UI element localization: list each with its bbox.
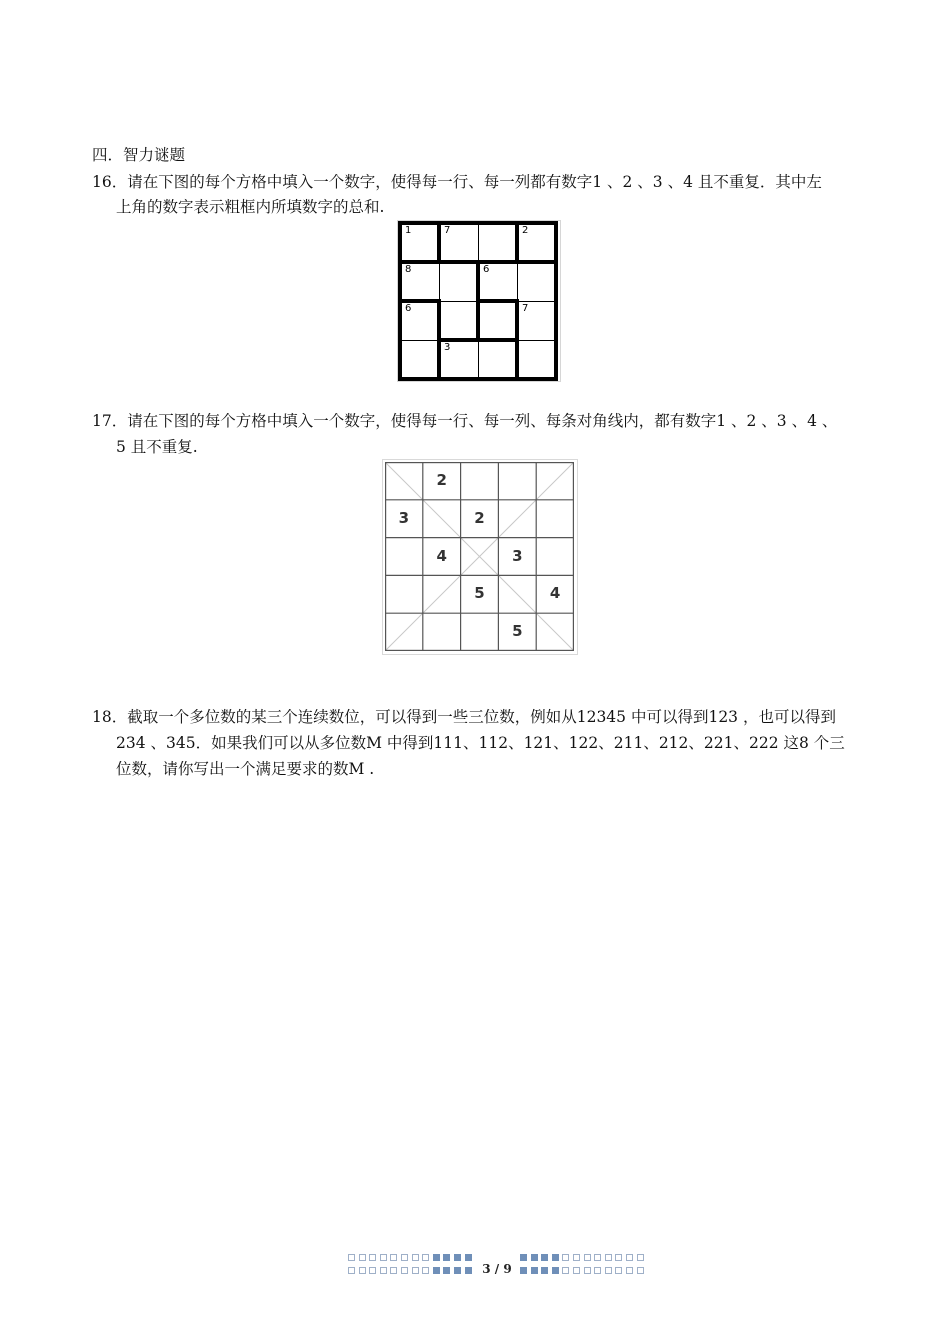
puzzle-16-thick-line	[476, 221, 519, 225]
footer-square-icon	[433, 1254, 440, 1261]
footer-square-icon	[541, 1254, 548, 1261]
footer-square-icon	[562, 1267, 569, 1274]
puzzle-16-cell	[400, 340, 439, 379]
puzzle-16-thick-line	[398, 260, 441, 264]
footer-square-icon	[615, 1254, 622, 1261]
puzzle-16-thick-line	[398, 299, 402, 342]
problem-18-line-1: 18．截取一个多位数的某三个连续数位，可以得到一些三位数，例如从12345 中可以得到123 ，也可以得到	[92, 708, 836, 726]
puzzle-17-given: 3	[398, 508, 410, 527]
footer-square-icon	[520, 1254, 527, 1261]
footer-square-icon	[573, 1254, 580, 1261]
puzzle-16-thick-line	[554, 260, 558, 303]
footer-square-icon	[412, 1267, 419, 1274]
puzzle-16-thick-line	[437, 299, 441, 342]
footer-square-icon	[359, 1254, 366, 1261]
footer-square-icon	[520, 1267, 527, 1274]
footer-square-icon	[465, 1254, 472, 1261]
puzzle-17-given: 4	[549, 584, 561, 603]
footer-square-icon	[454, 1254, 461, 1261]
puzzle-17-given: 3	[512, 546, 523, 565]
problem-17-line-2: 5 且不重复.	[116, 438, 198, 456]
puzzle-16-clue: 8	[405, 264, 412, 275]
footer-square-icon	[605, 1267, 612, 1274]
problem-16-line-1: 16．请在下图的每个方格中填入一个数字，使得每一行、每一列都有数字1 、2 、3 、4 且不重复．其中左	[92, 173, 822, 191]
puzzle-16-thick-line	[476, 260, 519, 264]
puzzle-17-grid	[385, 462, 574, 651]
footer-square-icon	[390, 1254, 397, 1261]
footer-square-icon	[380, 1267, 387, 1274]
footer-square-icon	[531, 1267, 538, 1274]
puzzle-16-thick-line	[554, 221, 558, 264]
footer-square-icon	[443, 1254, 450, 1261]
footer-square-icon	[594, 1254, 601, 1261]
puzzle-16-thick-line	[515, 338, 519, 381]
footer-square-icon	[584, 1267, 591, 1274]
puzzle-16-grid	[400, 223, 556, 379]
puzzle-16-thick-line	[437, 221, 480, 225]
footer-square-icon	[348, 1267, 355, 1274]
footer-square-icon	[531, 1254, 538, 1261]
puzzle-16-thick-line	[476, 260, 480, 303]
puzzle-16-thick-line	[437, 260, 480, 264]
puzzle-16-thick-line	[554, 299, 558, 342]
puzzle-16-thick-line	[515, 299, 519, 342]
puzzle-16-clue: 7	[444, 225, 451, 236]
footer-square-icon	[359, 1267, 366, 1274]
footer-square-icon	[626, 1267, 633, 1274]
footer-square-icon	[605, 1254, 612, 1261]
puzzle-16-thick-line	[476, 377, 519, 381]
footer-square-icon	[412, 1254, 419, 1261]
footer-square-icon	[454, 1267, 461, 1274]
puzzle-16-cell	[439, 301, 478, 340]
puzzle-16-cell	[517, 262, 556, 301]
puzzle-16-thick-line	[554, 338, 558, 381]
puzzle-16-thick-line	[476, 338, 519, 342]
puzzle-16-clue: 7	[522, 303, 529, 314]
footer-square-icon	[541, 1267, 548, 1274]
puzzle-16-thick-line	[398, 221, 402, 264]
footer-square-icon	[615, 1267, 622, 1274]
footer-square-icon	[552, 1267, 559, 1274]
puzzle-16-thick-line	[398, 260, 402, 303]
footer-square-icon	[401, 1267, 408, 1274]
puzzle-17-given: 5	[512, 622, 523, 641]
puzzle-16-thick-line	[398, 338, 402, 381]
puzzle-16-thick-line	[437, 338, 441, 381]
puzzle-16-thick-line	[476, 299, 519, 303]
puzzle-16-thick-line	[398, 221, 441, 225]
footer-square-icon	[637, 1267, 644, 1274]
puzzle-16-thick-line	[515, 377, 558, 381]
footer-square-icon	[626, 1254, 633, 1261]
problem-17-line-1: 17．请在下图的每个方格中填入一个数字，使得每一行、每一列、每条对角线内，都有数字1 、2 、3 、4 、	[92, 412, 838, 430]
section-heading: 四．智力谜题	[92, 146, 186, 164]
puzzle-16-clue: 1	[405, 225, 412, 236]
puzzle-16-cell	[478, 223, 517, 262]
puzzle-16-thick-line	[437, 221, 441, 264]
footer-square-icon	[390, 1267, 397, 1274]
puzzle-16-thick-line	[515, 260, 558, 264]
footer-square-icon	[369, 1267, 376, 1274]
puzzle-16-cell	[478, 340, 517, 379]
footer-square-icon	[637, 1254, 644, 1261]
puzzle-16-thick-line	[398, 299, 441, 303]
problem-18-line-2: 234 、345．如果我们可以从多位数M 中得到111、112、121、122、211、212、221、222 这8 个三	[116, 734, 845, 752]
puzzle-16-cell	[478, 301, 517, 340]
puzzle-16-thick-line	[398, 377, 441, 381]
puzzle-17-lines	[385, 462, 574, 651]
puzzle-17-given: 2	[436, 471, 447, 489]
puzzle-16-clue: 3	[444, 342, 451, 353]
footer-square-icon	[380, 1254, 387, 1261]
problem-18-line-3: 位数，请你写出一个满足要求的数M .	[116, 760, 375, 778]
puzzle-16-thick-line	[515, 221, 558, 225]
puzzle-16-cell	[439, 262, 478, 301]
puzzle-16-thick-line	[437, 377, 480, 381]
page-number: 3 / 9	[482, 1262, 512, 1276]
footer-square-icon	[422, 1267, 429, 1274]
footer-square-icon	[422, 1254, 429, 1261]
puzzle-17-given: 2	[474, 508, 485, 527]
footer-square-icon	[465, 1267, 472, 1274]
footer-square-icon	[401, 1254, 408, 1261]
puzzle-17-given: 5	[474, 584, 485, 603]
footer-square-icon	[594, 1267, 601, 1274]
puzzle-17-given: 4	[436, 546, 447, 565]
problem-16-line-2: 上角的数字表示粗框内所填数字的总和.	[116, 198, 385, 216]
puzzle-16-clue: 2	[522, 225, 529, 236]
puzzle-16-thick-line	[476, 299, 480, 342]
footer-square-icon	[584, 1254, 591, 1261]
page-footer	[348, 1252, 646, 1282]
footer-square-icon	[573, 1267, 580, 1274]
footer-square-icon	[369, 1254, 376, 1261]
puzzle-16-thick-line	[437, 338, 480, 342]
footer-square-icon	[552, 1254, 559, 1261]
footer-square-icon	[443, 1267, 450, 1274]
footer-square-icon	[433, 1267, 440, 1274]
puzzle-16-clue: 6	[483, 264, 490, 275]
footer-square-icon	[562, 1254, 569, 1261]
puzzle-16-cell	[517, 340, 556, 379]
puzzle-16-clue: 6	[405, 303, 412, 314]
footer-square-icon	[348, 1254, 355, 1261]
puzzle-16-thick-line	[515, 221, 519, 264]
